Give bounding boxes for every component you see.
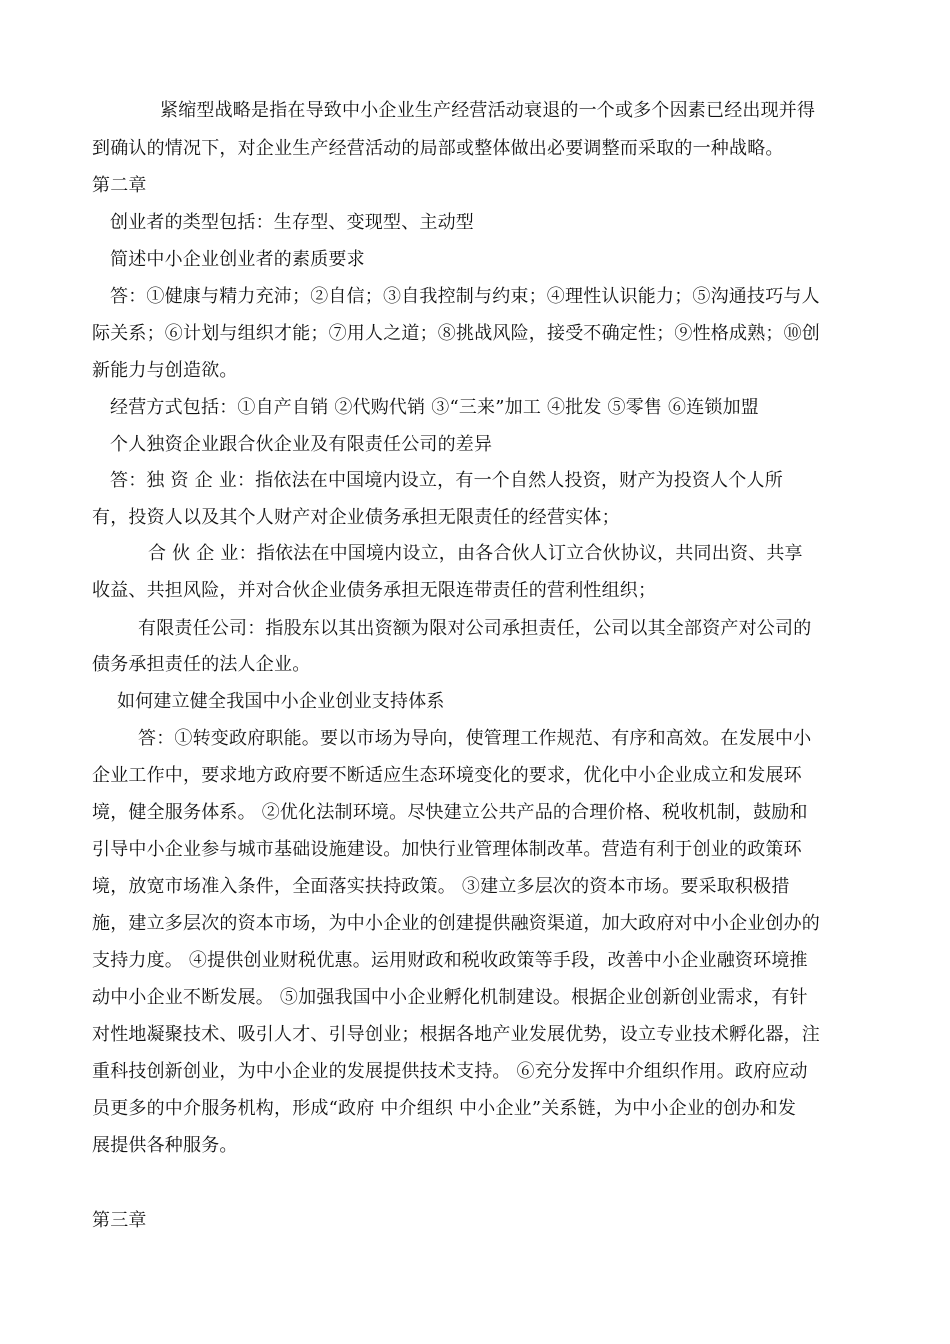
text-line: 经营方式包括：①自产自销 ②代购代销 ③“三来”加工 ④批发 ⑤零售 ⑥连锁加盟 xyxy=(110,397,760,418)
chapter-heading: 第三章 xyxy=(92,1210,147,1231)
text-line: 动中小企业不断发展。 ⑤加强我国中小企业孵化机制建设。根据企业创新创业需求，有针 xyxy=(92,987,808,1008)
text-line: 引导中小企业参与城市基础设施建设。加快行业管理体制改革。营造有利于创业的政策环 xyxy=(92,839,802,860)
text-line: 紧缩型战略是指在导致中小企业生产经营活动衰退的一个或多个因素已经出现并得 xyxy=(160,100,816,121)
text-line: 有，投资人以及其个人财产对企业债务承担无限责任的经营实体； xyxy=(92,507,620,528)
text-line: 有限责任公司：指股东以其出资额为限对公司承担责任，公司以其全部资产对公司的 xyxy=(138,618,812,639)
text-line: 对性地凝聚技术、吸引人才、引导创业；根据各地产业发展优势，设立专业技术孵化器，注 xyxy=(92,1024,820,1045)
text-line: 答：①健康与精力充沛；②自信；③自我控制与约束；④理性认识能力；⑤沟通技巧与人 xyxy=(110,286,820,307)
text-line: 答：独 资 企 业：指依法在中国境内设立，有一个自然人投资，财产为投资人个人所 xyxy=(110,470,783,491)
text-line: 重科技创新创业，为中小企业的发展提供技术支持。 ⑥充分发挥中介组织作用。政府应动 xyxy=(92,1061,808,1082)
text-line: 企业工作中，要求地方政府要不断适应生态环境变化的要求，优化中小企业成立和发展环 xyxy=(92,765,802,786)
text-line: 新能力与创造欲。 xyxy=(92,360,238,381)
section-heading: 个人独资企业跟合伙企业及有限责任公司的差异 xyxy=(110,434,493,455)
text-line: 债务承担责任的法人企业。 xyxy=(92,654,311,675)
text-line: 合 伙 企 业：指依法在中国境内设立，由各合伙人订立合伙协议，共同出资、共享 xyxy=(148,543,803,564)
text-line: 际关系；⑥计划与组织才能；⑦用人之道；⑧挑战风险，接受不确定性；⑨性格成熟；⑩创 xyxy=(92,323,820,344)
section-heading: 如何建立健全我国中小企业创业支持体系 xyxy=(117,691,445,712)
text-line: 员更多的中介服务机构，形成“政府 中介组织 中小企业”关系链，为中小企业的创办和发 xyxy=(92,1098,797,1119)
text-line: 创业者的类型包括：生存型、变现型、主动型 xyxy=(110,212,474,233)
text-line: 到确认的情况下，对企业生产经营活动的局部或整体做出必要调整而采取的一种战略。 xyxy=(92,138,784,159)
text-line: 收益、共担风险，并对合伙企业债务承担无限连带责任的营利性组织； xyxy=(92,580,657,601)
text-line: 境，放宽市场准入条件，全面落实扶持政策。 ③建立多层次的资本市场。要采取积极措 xyxy=(92,876,790,897)
text-line: 展提供各种服务。 xyxy=(92,1135,238,1156)
section-heading: 简述中小企业创业者的素质要求 xyxy=(110,249,365,270)
text-line: 施，建立多层次的资本市场，为中小企业的创建提供融资渠道，加大政府对中小企业创办的 xyxy=(92,913,820,934)
chapter-heading: 第二章 xyxy=(92,175,147,196)
text-line: 答：①转变政府职能。要以市场为导向，使管理工作规范、有序和高效。在发展中小 xyxy=(138,728,812,749)
text-line: 境，健全服务体系。 ②优化法制环境。尽快建立公共产品的合理价格、税收机制，鼓励和 xyxy=(92,802,808,823)
text-line: 支持力度。 ④提供创业财税优惠。运用财政和税收政策等手段，改善中小企业融资环境推 xyxy=(92,950,808,971)
